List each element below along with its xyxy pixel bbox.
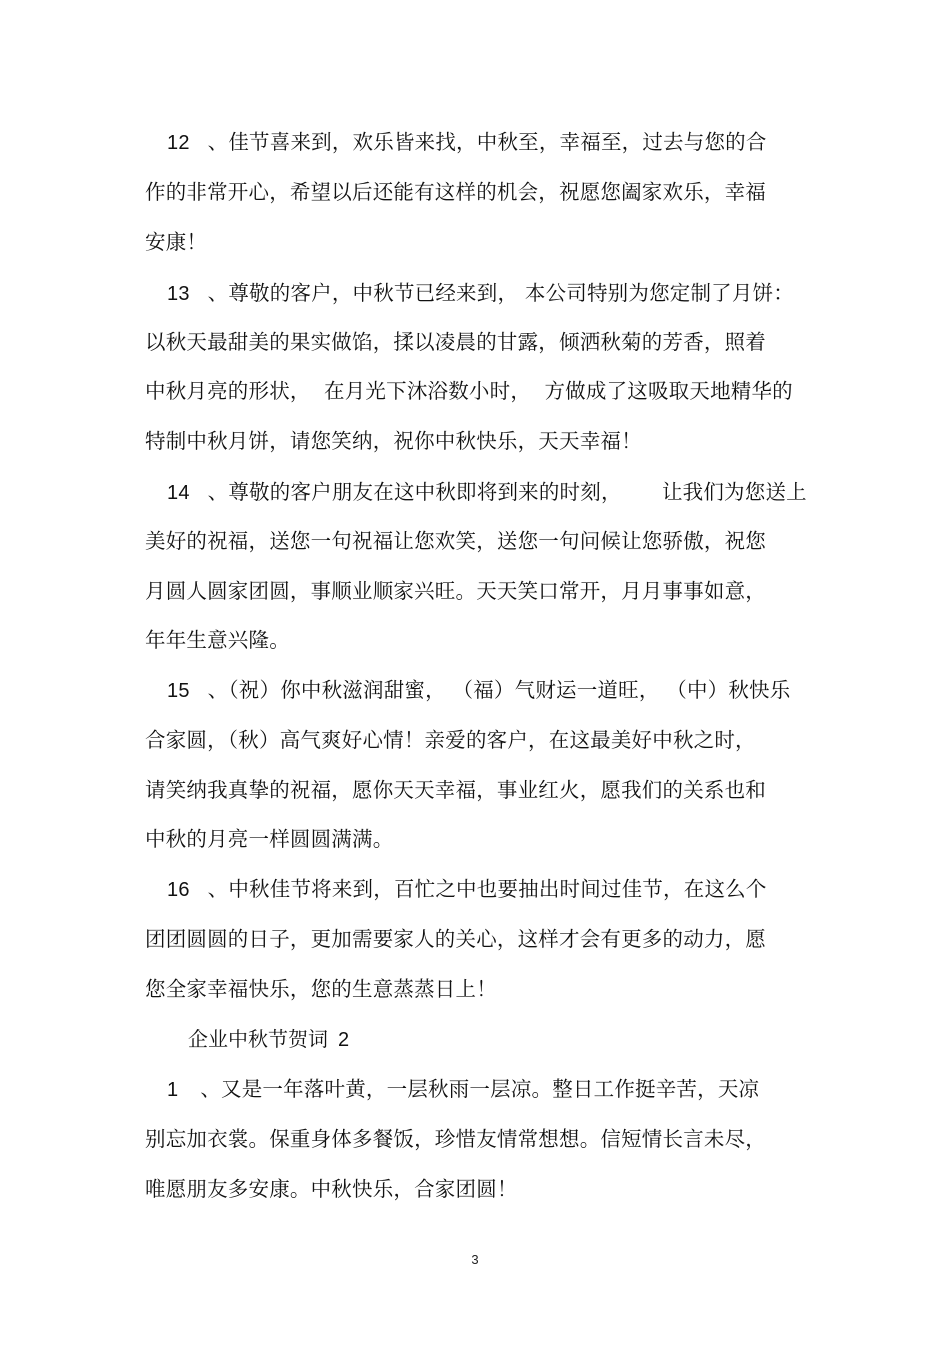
paragraph-16-line-3: 您全家幸福快乐，您的生意蒸蒸日上！	[145, 977, 497, 1001]
section-heading-text: 企业中秋节贺词	[188, 1027, 328, 1051]
paragraph-15-line-3: 请笑纳我真挚的祝福，愿你天天幸福，事业红火，愿我们的关系也和	[145, 778, 766, 802]
paragraph-13-line-1	[145, 280, 794, 307]
paragraph-14-line-4: 年年生意兴隆。	[145, 628, 290, 652]
paragraph-15-line-4: 中秋的月亮一样圆圆满满。	[145, 827, 394, 851]
paragraph-text: 、佳节喜来到，欢乐皆来找，中秋至，幸福至，过去与您的合	[207, 130, 767, 154]
section-paragraph-1-line-2: 别忘加衣裳。保重身体多餐饭，珍惜友情常想想。信短情长言未尽，	[145, 1127, 766, 1151]
paragraph-14-line-2: 美好的祝福，送您一句祝福让您欢笑，送您一句问候让您骄傲，祝您	[145, 529, 766, 553]
paragraph-15-line-1	[145, 677, 790, 704]
paragraph-number: 15	[167, 680, 190, 702]
paragraph-number: 12	[167, 132, 190, 154]
paragraph-14-line-3: 月圆人圆家团圆，事顺业顺家兴旺。天天笑口常开，月月事事如意，	[145, 579, 766, 603]
paragraph-12-line-2: 作的非常开心，希望以后还能有这样的机会，祝愿您阖家欢乐，幸福	[145, 180, 766, 204]
paragraph-14-line-1	[145, 479, 807, 506]
paragraph-number: 16	[167, 879, 190, 901]
paragraph-12-line-1	[145, 129, 767, 156]
paragraph-number: 1	[167, 1079, 179, 1101]
paragraph-number: 13	[167, 283, 190, 305]
paragraph-13-line-2: 以秋天最甜美的果实做馅，揉以凌晨的甘露，倾洒秋菊的芳香，照着	[145, 330, 766, 354]
paragraph-text: 、（祝）你中秋滋润甜蜜， （福）气财运一道旺， （中）秋快乐	[207, 678, 791, 702]
paragraph-text: 、又是一年落叶黄，一层秋雨一层凉。整日工作挺辛苦，天凉	[200, 1077, 760, 1101]
paragraph-16-line-2: 团团圆圆的日子，更加需要家人的关心，这样才会有更多的动力，愿	[145, 927, 766, 951]
paragraph-15-line-2: 合家圆，（秋）高气爽好心情！亲爱的客户，在这最美好中秋之时，	[145, 728, 756, 752]
paragraph-number: 14	[167, 482, 190, 504]
section-heading-number: 2	[338, 1029, 350, 1051]
paragraph-13-line-3: 中秋月亮的形状， 在月光下沐浴数小时， 方做成了这吸取天地精华的	[145, 379, 793, 403]
paragraph-12-line-3: 安康！	[145, 230, 208, 254]
paragraph-text: 、尊敬的客户，中秋节已经来到， 本公司特别为您定制了月饼：	[207, 281, 794, 305]
paragraph-16-line-1	[145, 876, 767, 903]
section-paragraph-1-line-1	[145, 1076, 759, 1103]
paragraph-text: 、尊敬的客户朋友在这中秋即将到来的时刻， 让我们为您送上	[207, 480, 807, 504]
paragraph-text: 、中秋佳节将来到，百忙之中也要抽出时间过佳节，在这么个	[207, 877, 767, 901]
section-heading	[188, 1026, 349, 1053]
paragraph-13-line-4: 特制中秋月饼，请您笑纳，祝你中秋快乐，天天幸福！	[145, 429, 642, 453]
section-paragraph-1-line-3: 唯愿朋友多安康。中秋快乐，合家团圆！	[145, 1177, 518, 1201]
page-number: 3	[471, 1252, 479, 1267]
